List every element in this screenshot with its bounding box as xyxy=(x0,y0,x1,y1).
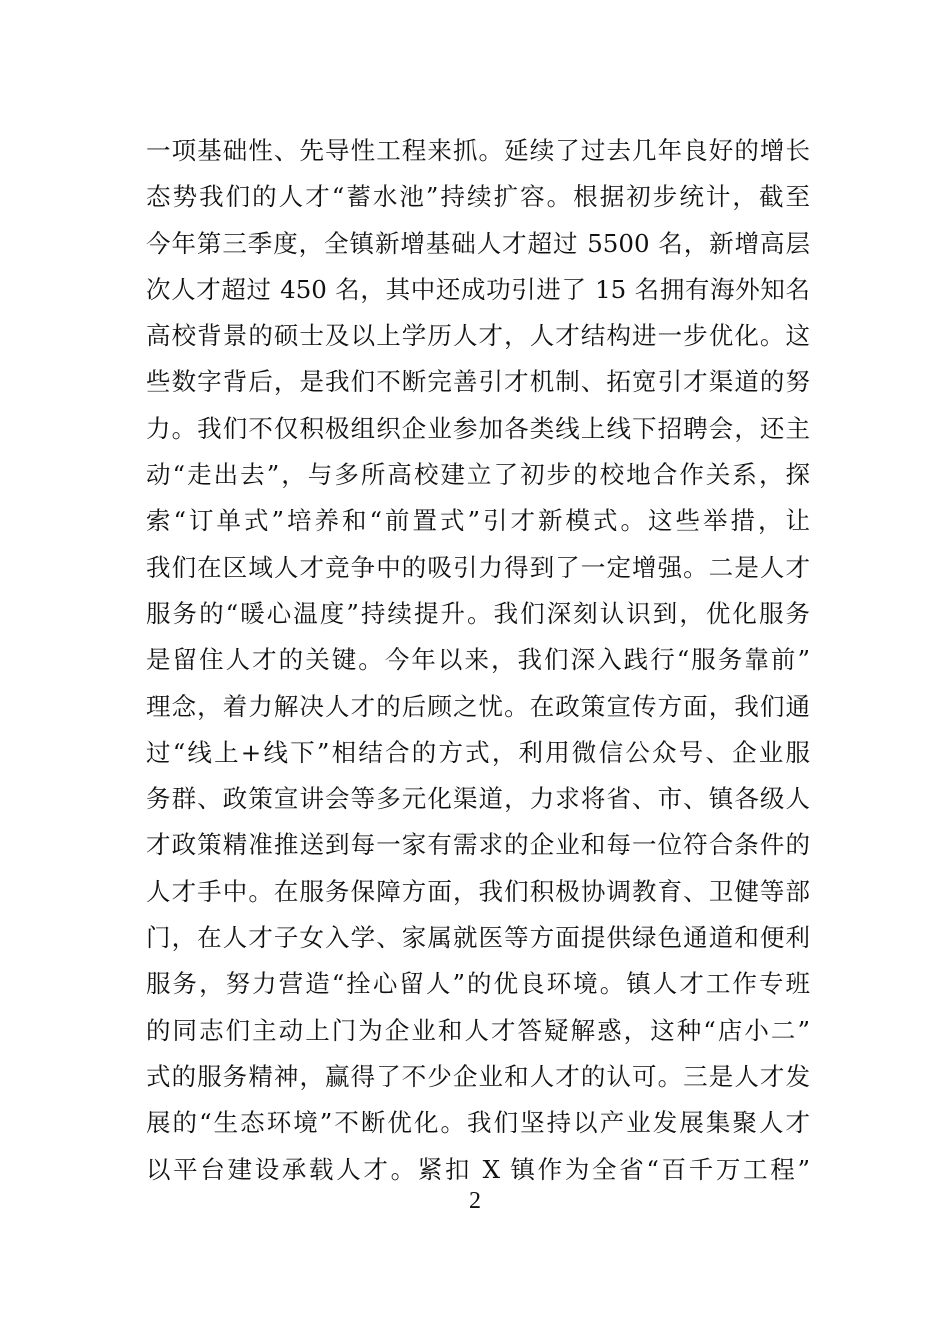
text-line-10: 我们在区域人才竞争中的吸引力得到了一定增强。二是人才 xyxy=(146,552,810,582)
text-line-21: 式的服务精神，赢得了不少企业和人才的认可。三是人才发 xyxy=(146,1061,810,1091)
text-line-20: 的同志们主动上门为企业和人才答疑解惑，这种“店小二” xyxy=(146,1015,810,1045)
text-line-1: 一项基础性、先导性工程来抓。延续了过去几年良好的增长 xyxy=(146,136,810,165)
text-line-18: 门，在人才子女入学、家属就医等方面提供绿色通道和便利 xyxy=(146,923,810,953)
text-line-9: 索“订单式”培养和“前置式”引才新模式。这些举措，让 xyxy=(146,506,810,536)
text-line-6: 些数字背后，是我们不断完善引才机制、拓宽引才渠道的努 xyxy=(146,367,810,397)
page-number: 2 xyxy=(469,1188,481,1214)
text-line-7: 力。我们不仅积极组织企业参加各类线上线下招聘会，还主 xyxy=(146,413,810,443)
text-line-2: 态势我们的人才“蓄水池”持续扩容。根据初步统计，截至 xyxy=(146,182,810,212)
text-line-5: 高校背景的硕士及以上学历人才，人才结构进一步优化。这 xyxy=(146,321,810,351)
text-line-3: 今年第三季度，全镇新增基础人才超过 5500 名，新增高层 xyxy=(146,228,810,258)
text-line-23: 以平台建设承载人才。紧扣 X 镇作为全省“百千万工程” xyxy=(146,1154,810,1184)
text-line-4: 次人才超过 450 名，其中还成功引进了 15 名拥有海外知名 xyxy=(146,274,810,304)
text-line-22: 展的“生态环境”不断优化。我们坚持以产业发展集聚人才 xyxy=(146,1108,810,1138)
text-line-11: 服务的“暖心温度”持续提升。我们深刻认识到，优化服务 xyxy=(146,598,810,628)
text-line-14: 过“线上+线下”相结合的方式，利用微信公众号、企业服 xyxy=(146,737,810,767)
text-line-17: 人才手中。在服务保障方面，我们积极协调教育、卫健等部 xyxy=(146,876,810,906)
text-line-15: 务群、政策宣讲会等多元化渠道，力求将省、市、镇各级人 xyxy=(146,784,810,814)
text-line-19: 服务，努力营造“拴心留人”的优良环境。镇人才工作专班 xyxy=(146,969,810,999)
body-text xyxy=(146,128,810,1193)
text-line-12: 是留住人才的关键。今年以来，我们深入践行“服务靠前” xyxy=(146,645,810,675)
text-line-16: 才政策精准推送到每一家有需求的企业和每一位符合条件的 xyxy=(146,830,810,860)
text-line-8: 动“走出去”，与多所高校建立了初步的校地合作关系，探 xyxy=(146,460,810,490)
text-line-13: 理念，着力解决人才的后顾之忧。在政策宣传方面，我们通 xyxy=(146,691,810,721)
